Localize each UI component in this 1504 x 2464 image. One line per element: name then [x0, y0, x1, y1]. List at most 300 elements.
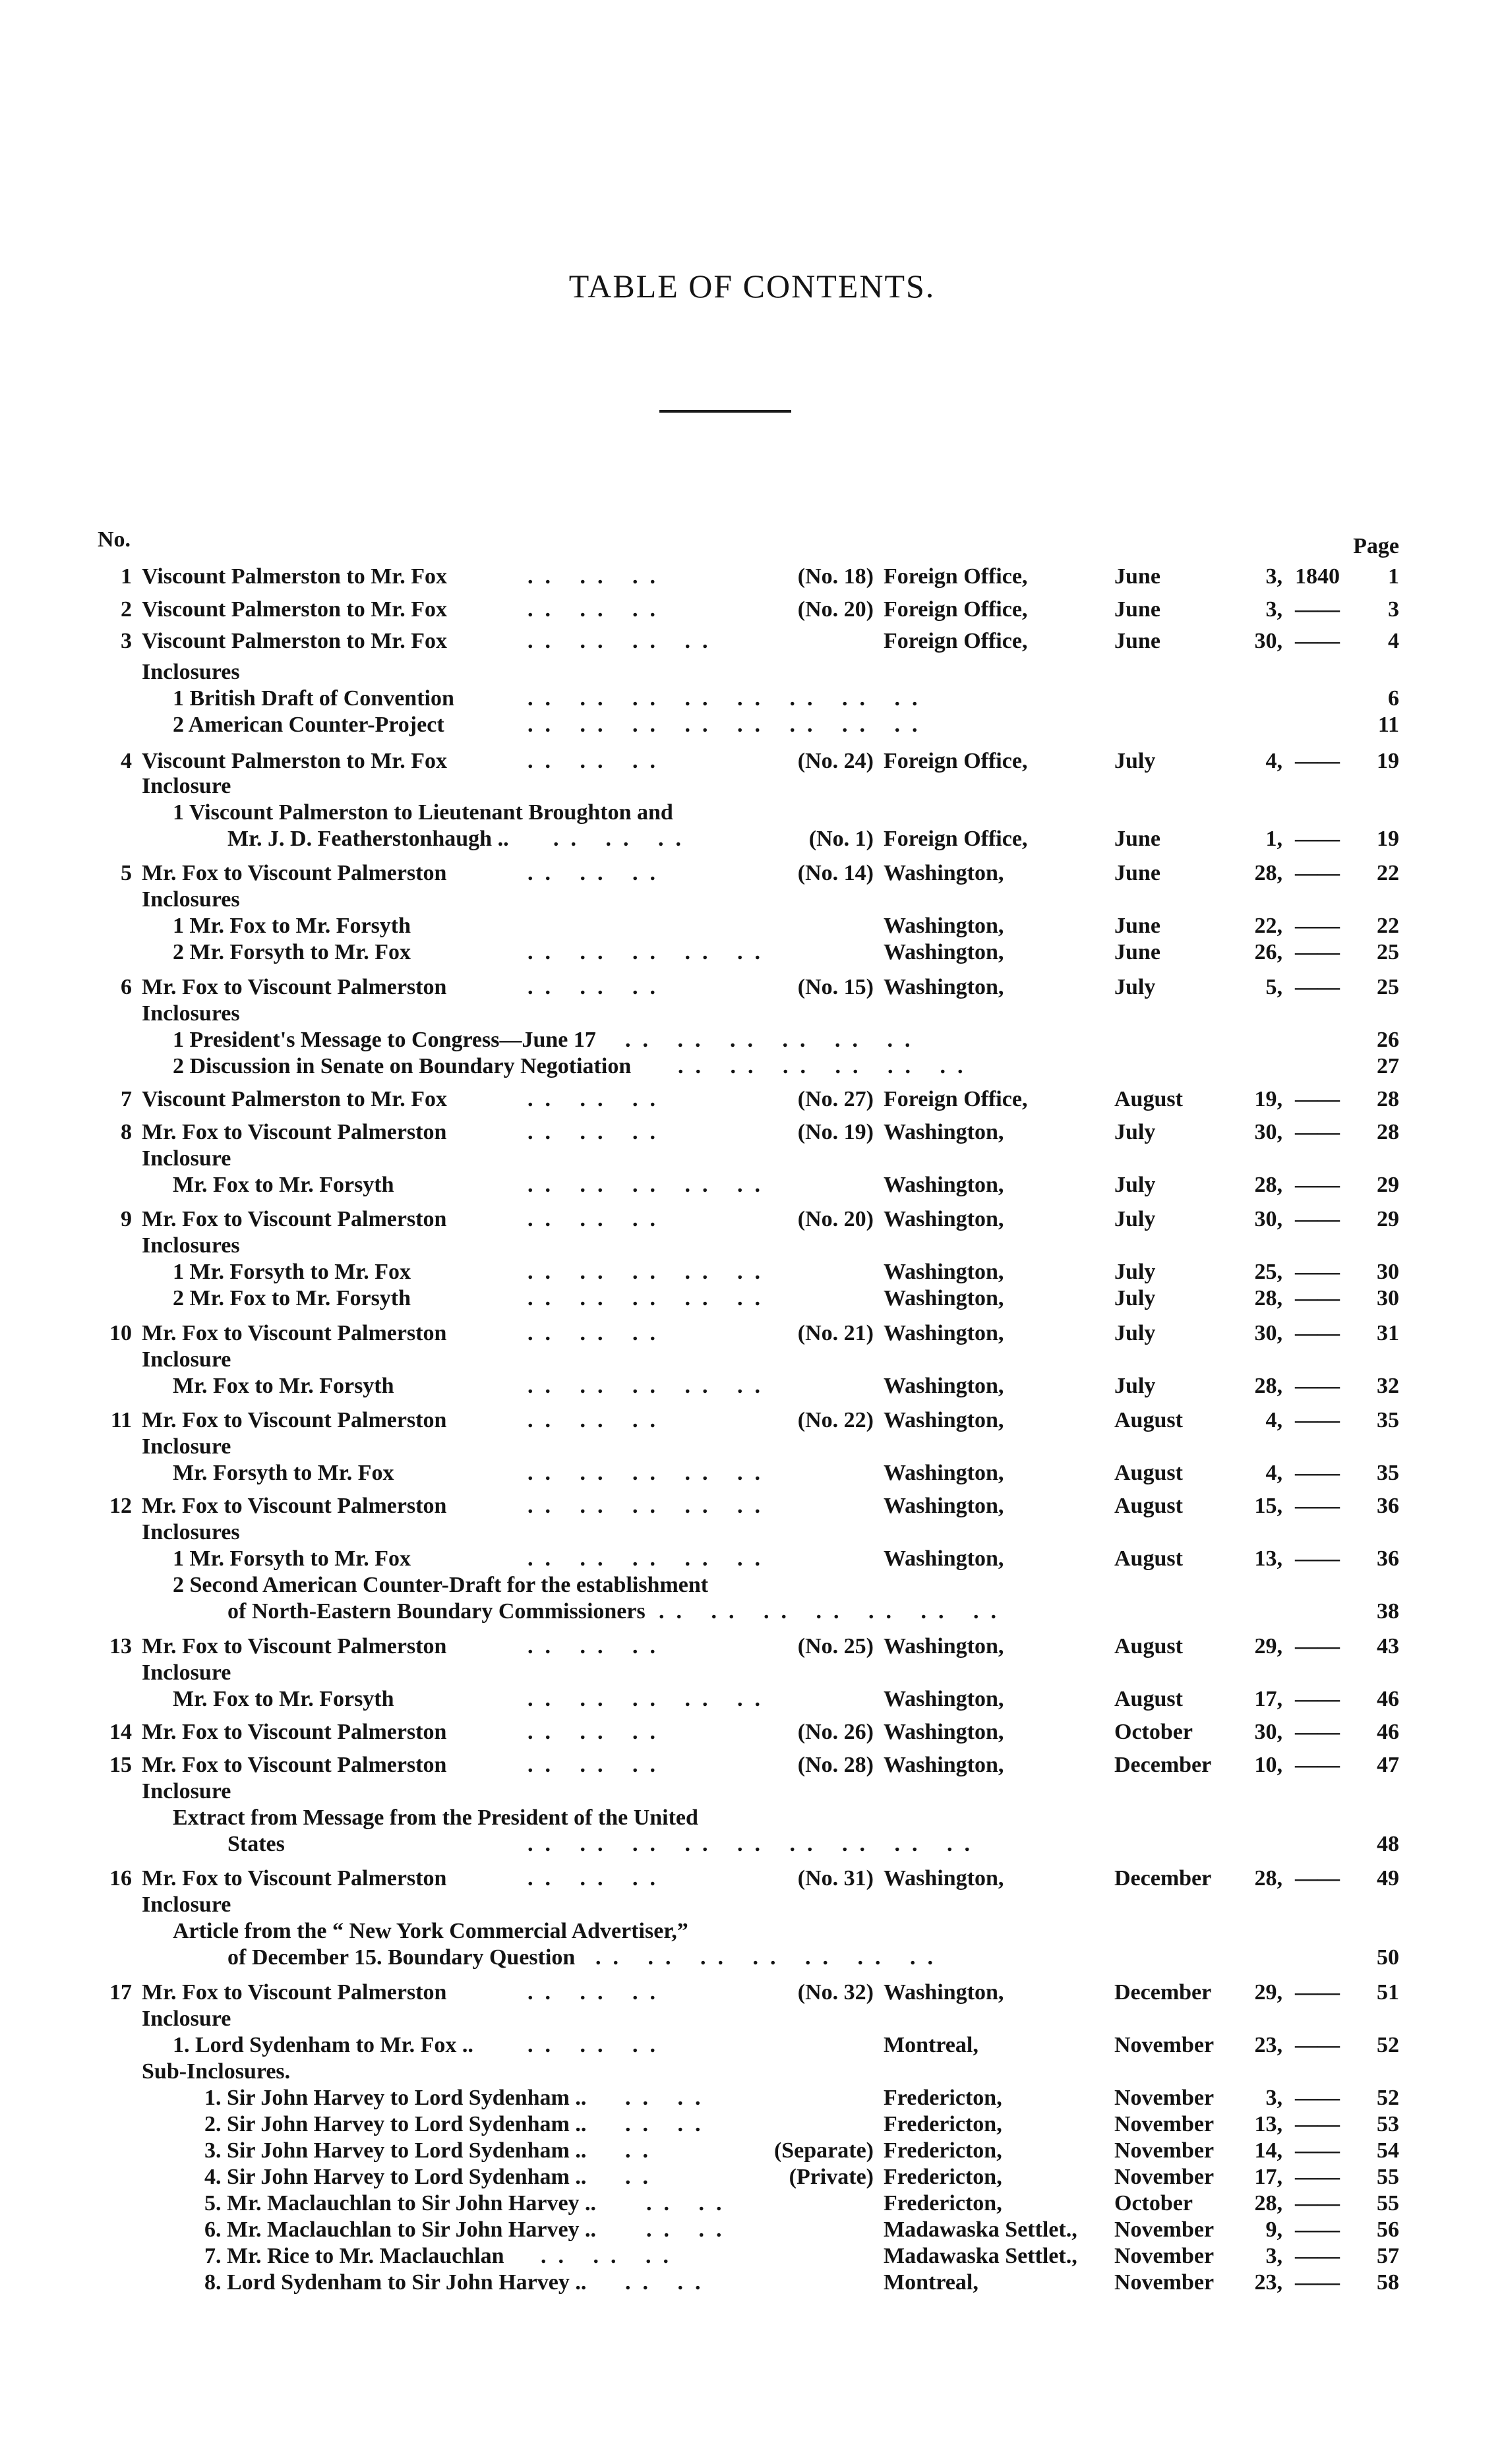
entry-day: 17, — [1254, 1687, 1282, 1711]
entry-day: 28, — [1254, 1866, 1282, 1891]
toc-row — [0, 1918, 1504, 1945]
entry-day: 30, — [1254, 1321, 1282, 1345]
entry-day: 30, — [1254, 629, 1282, 653]
entry-title: 3. Sir John Harvey to Lord Sydenham .. — [204, 2138, 587, 2163]
entry-place: Foreign Office, — [884, 629, 1028, 653]
leader-dots: .. .. — [646, 2217, 734, 2242]
toc-row — [0, 1519, 1504, 1546]
entry-month: June — [1114, 861, 1160, 885]
toc-row — [0, 1001, 1504, 1027]
entry-month: November — [1114, 2217, 1215, 2242]
toc-row — [0, 564, 1504, 590]
entry-number: 4 — [121, 749, 132, 773]
entry-place: Washington, — [884, 1173, 1004, 1197]
toc-row — [0, 1233, 1504, 1259]
entry-year: —— — [1295, 2138, 1340, 2163]
entry-title: Inclosures — [142, 1001, 240, 1026]
toc-row — [0, 1980, 1504, 2006]
toc-row — [0, 628, 1504, 655]
entry-title: Mr. Forsyth to Mr. Fox — [173, 1461, 394, 1485]
leader-dots: .. .. .. .. .. — [527, 940, 772, 964]
entry-place: Foreign Office, — [884, 564, 1028, 589]
entry-month: August — [1114, 1408, 1183, 1432]
entry-month: July — [1114, 975, 1156, 999]
entry-page: 36 — [1377, 1494, 1399, 1518]
entry-month: December — [1114, 1980, 1212, 2005]
entry-number: 5 — [121, 861, 132, 885]
entry-title: Viscount Palmerston to Mr. Fox — [142, 1087, 448, 1111]
entry-title: Inclosure — [142, 1434, 231, 1459]
entry-place: Washington, — [884, 861, 1004, 885]
leader-dots: .. .. .. — [527, 1321, 667, 1345]
entry-year: —— — [1295, 597, 1340, 622]
entry-day: 30, — [1254, 1720, 1282, 1744]
toc-row — [0, 2032, 1504, 2059]
leader-dots: .. .. .. — [527, 1207, 667, 1231]
entry-year: —— — [1295, 1494, 1340, 1518]
entry-month: July — [1114, 1374, 1156, 1398]
entry-number: 16 — [109, 1866, 132, 1891]
entry-number: 6 — [121, 975, 132, 999]
entry-year: —— — [1295, 1980, 1340, 2005]
entry-year: —— — [1295, 975, 1340, 999]
toc-row — [0, 939, 1504, 966]
entry-title: 2 American Counter-Project — [173, 713, 444, 737]
entry-day: 30, — [1254, 1207, 1282, 1231]
entry-number: 1 — [121, 564, 132, 589]
entry-place: Fredericton, — [884, 2112, 1002, 2136]
entry-title: Mr. Fox to Viscount Palmerston — [142, 1494, 447, 1518]
toc-row — [0, 2085, 1504, 2111]
entry-title: Mr. Fox to Viscount Palmerston — [142, 1720, 447, 1744]
despatch-number: (No. 15) — [797, 975, 874, 999]
entry-title: Viscount Palmerston to Mr. Fox — [142, 629, 448, 653]
leader-dots: .. .. .. .. .. — [527, 1461, 772, 1485]
entry-year: —— — [1295, 1866, 1340, 1891]
toc-row — [0, 1831, 1504, 1858]
entry-title: 5. Mr. Maclauchlan to Sir John Harvey .. — [204, 2191, 597, 2215]
entry-page: 51 — [1377, 1980, 1399, 2005]
entry-place: Washington, — [884, 1687, 1004, 1711]
toc-row — [0, 1660, 1504, 1686]
entry-number: 10 — [109, 1321, 132, 1345]
entry-place: Foreign Office, — [884, 749, 1028, 773]
entry-page: 58 — [1377, 2270, 1399, 2295]
despatch-number: (No. 22) — [797, 1408, 874, 1432]
entry-month: November — [1114, 2244, 1215, 2268]
toc-row — [0, 2006, 1504, 2032]
entry-year: —— — [1295, 1546, 1340, 1571]
entry-title: Inclosures — [142, 660, 240, 684]
entry-day: 30, — [1254, 1120, 1282, 1144]
leader-dots: .. .. .. .. .. .. .. .. — [527, 686, 930, 711]
entry-page: 53 — [1377, 2112, 1399, 2136]
entry-year: 1840 — [1295, 564, 1340, 589]
entry-month: June — [1114, 827, 1160, 851]
entry-place: Washington, — [884, 1980, 1004, 2005]
entry-title: Inclosure — [142, 1779, 231, 1804]
entry-page: 31 — [1377, 1321, 1399, 1345]
page-title: TABLE OF CONTENTS. — [568, 268, 936, 305]
toc-row — [0, 2059, 1504, 2085]
entry-year: —— — [1295, 2165, 1340, 2189]
entry-place: Washington, — [884, 1753, 1004, 1777]
toc-row — [0, 1572, 1504, 1599]
despatch-number: (No. 18) — [797, 564, 874, 589]
entry-place: Washington, — [884, 1374, 1004, 1398]
entry-title: Viscount Palmerston to Mr. Fox — [142, 564, 448, 589]
entry-place: Washington, — [884, 1408, 1004, 1432]
entry-page: 35 — [1377, 1461, 1399, 1485]
toc-row — [0, 1599, 1504, 1625]
despatch-number: (No. 25) — [797, 1634, 874, 1658]
toc-row — [0, 1719, 1504, 1745]
entry-page: 50 — [1377, 1945, 1399, 1970]
entry-place: Washington, — [884, 1546, 1004, 1571]
toc-row — [0, 1892, 1504, 1918]
toc-row — [0, 1086, 1504, 1113]
entry-page: 52 — [1377, 2086, 1399, 2110]
entry-year: —— — [1295, 1173, 1340, 1197]
leader-dots: .. .. .. — [527, 1120, 667, 1144]
entry-title: Inclosure — [142, 1146, 231, 1171]
toc-row — [0, 1259, 1504, 1285]
leader-dots: .. .. .. .. .. — [527, 1173, 772, 1197]
entry-month: August — [1114, 1461, 1183, 1485]
entry-year: —— — [1295, 827, 1340, 851]
toc-row — [0, 2270, 1504, 2296]
entry-number: 12 — [109, 1494, 132, 1518]
entry-title: Inclosure — [142, 1347, 231, 1372]
title-rule — [659, 410, 791, 413]
entry-page: 47 — [1377, 1753, 1399, 1777]
entry-page: 28 — [1377, 1087, 1399, 1111]
entry-title: Inclosure — [142, 774, 231, 798]
entry-place: Washington, — [884, 1286, 1004, 1310]
entry-page: 19 — [1377, 827, 1399, 851]
entry-title: 2 Second American Counter-Draft for the establishment — [173, 1573, 709, 1597]
toc-row — [0, 1053, 1504, 1080]
entry-page: 30 — [1377, 1286, 1399, 1310]
entry-month: June — [1114, 597, 1160, 622]
toc-row — [0, 1633, 1504, 1660]
entry-day: 1, — [1265, 827, 1282, 851]
entry-place: Madawaska Settlet., — [884, 2244, 1077, 2268]
toc-row — [0, 2111, 1504, 2138]
entry-place: Washington, — [884, 1634, 1004, 1658]
leader-dots: .. .. .. — [527, 564, 667, 589]
leader-dots: .. .. .. .. .. — [527, 1374, 772, 1398]
entry-page: 19 — [1377, 749, 1399, 773]
leader-dots: .. .. .. .. .. .. .. — [595, 1945, 945, 1970]
entry-title: Mr. Fox to Viscount Palmerston — [142, 861, 447, 885]
toc-row — [0, 597, 1504, 623]
entry-month: November — [1114, 2138, 1215, 2163]
leader-dots: .. .. — [625, 2086, 713, 2110]
toc-row — [0, 2217, 1504, 2243]
entry-title: 1 British Draft of Convention — [173, 686, 454, 711]
entry-place: Fredericton, — [884, 2165, 1002, 2189]
entry-title: Mr. Fox to Viscount Palmerston — [142, 1408, 447, 1432]
toc-row — [0, 913, 1504, 939]
column-header-no: No. — [98, 527, 131, 552]
column-header-page: Page — [1353, 534, 1399, 558]
leader-dots: .. .. .. .. .. .. — [678, 1054, 975, 1078]
entry-month: August — [1114, 1546, 1183, 1571]
entry-month: June — [1114, 914, 1160, 938]
entry-month: July — [1114, 749, 1156, 773]
entry-day: 22, — [1254, 914, 1282, 938]
leader-dots: .. .. — [646, 2191, 734, 2215]
entry-number: 8 — [121, 1120, 132, 1144]
entry-page: 22 — [1377, 861, 1399, 885]
leader-dots: .. .. .. — [527, 861, 667, 885]
entry-day: 26, — [1254, 940, 1282, 964]
leader-dots: .. .. .. .. .. .. .. — [659, 1599, 1008, 1624]
entry-year: —— — [1295, 1260, 1340, 1284]
entry-day: 28, — [1254, 1173, 1282, 1197]
entry-title: 2 Mr. Forsyth to Mr. Fox — [173, 940, 411, 964]
entry-month: June — [1114, 564, 1160, 589]
toc-row — [0, 1172, 1504, 1198]
despatch-number: (No. 20) — [797, 597, 874, 622]
entry-page: 29 — [1377, 1173, 1399, 1197]
entry-year: —— — [1295, 1321, 1340, 1345]
despatch-number: (No. 1) — [808, 827, 874, 851]
entry-title: 1 Mr. Forsyth to Mr. Fox — [173, 1260, 411, 1284]
entry-page: 54 — [1377, 2138, 1399, 2163]
entry-place: Washington, — [884, 975, 1004, 999]
entry-page: 26 — [1377, 1028, 1399, 1052]
entry-place: Washington, — [884, 1260, 1004, 1284]
toc-row — [0, 826, 1504, 852]
entry-year: —— — [1295, 2086, 1340, 2110]
entry-number: 3 — [121, 629, 132, 653]
entry-place: Fredericton, — [884, 2191, 1002, 2215]
entry-number: 9 — [121, 1207, 132, 1231]
entry-title: 1 Viscount Palmerston to Lieutenant Broughton and — [173, 800, 673, 825]
leader-dots: .. .. — [625, 2270, 713, 2295]
leader-dots: .. .. .. — [527, 1720, 667, 1744]
entry-month: July — [1114, 1173, 1156, 1197]
entry-place: Washington, — [884, 1720, 1004, 1744]
entry-page: 56 — [1377, 2217, 1399, 2242]
entry-title: Mr. J. D. Featherstonhaugh .. — [227, 827, 509, 851]
toc-row — [0, 1373, 1504, 1399]
entry-page: 22 — [1377, 914, 1399, 938]
entry-page: 25 — [1377, 940, 1399, 964]
entry-place: Washington, — [884, 914, 1004, 938]
entry-year: —— — [1295, 629, 1340, 653]
toc-row — [0, 1752, 1504, 1778]
entry-title: Mr. Fox to Viscount Palmerston — [142, 1120, 447, 1144]
entry-title: Mr. Fox to Viscount Palmerston — [142, 975, 447, 999]
entry-month: November — [1114, 2165, 1215, 2189]
entry-number: 15 — [109, 1753, 132, 1777]
entry-place: Washington, — [884, 1120, 1004, 1144]
despatch-number: (Private) — [789, 2165, 874, 2189]
entry-day: 15, — [1254, 1494, 1282, 1518]
entry-number: 14 — [109, 1720, 132, 1744]
entry-year: —— — [1295, 2191, 1340, 2215]
leader-dots: .. .. .. .. .. — [527, 1494, 772, 1518]
entry-year: —— — [1295, 1120, 1340, 1144]
entry-title: of December 15. Boundary Question — [227, 1945, 576, 1970]
despatch-number: (No. 19) — [797, 1120, 874, 1144]
entry-title: Extract from Message from the President of the United — [173, 1805, 698, 1830]
entry-day: 4, — [1265, 1408, 1282, 1432]
leader-dots: .. .. .. .. .. .. .. .. — [527, 713, 930, 737]
entry-title: 4. Sir John Harvey to Lord Sydenham .. — [204, 2165, 587, 2189]
entry-day: 5, — [1265, 975, 1282, 999]
entry-year: —— — [1295, 1687, 1340, 1711]
entry-page: 48 — [1377, 1832, 1399, 1856]
entry-page: 36 — [1377, 1546, 1399, 1571]
entry-title: Inclosures — [142, 887, 240, 912]
entry-year: —— — [1295, 1720, 1340, 1744]
entry-title: 7. Mr. Rice to Mr. Maclauchlan — [204, 2244, 504, 2268]
entry-year: —— — [1295, 2033, 1340, 2057]
leader-dots: .. .. .. .. .. — [527, 1546, 772, 1571]
entry-place: Foreign Office, — [884, 1087, 1028, 1111]
leader-dots: .. .. .. — [527, 1980, 667, 2005]
entry-day: 17, — [1254, 2165, 1282, 2189]
entry-day: 28, — [1254, 1286, 1282, 1310]
entry-page: 49 — [1377, 1866, 1399, 1891]
entry-page: 3 — [1388, 597, 1399, 622]
entry-year: —— — [1295, 2244, 1340, 2268]
toc-row — [0, 2164, 1504, 2190]
entry-page: 27 — [1377, 1054, 1399, 1078]
entry-month: July — [1114, 1260, 1156, 1284]
entry-number: 13 — [109, 1634, 132, 1658]
entry-day: 9, — [1265, 2217, 1282, 2242]
toc-row — [0, 773, 1504, 800]
entry-day: 19, — [1254, 1087, 1282, 1111]
entry-place: Washington, — [884, 1321, 1004, 1345]
leader-dots: .. .. .. .. .. .. — [625, 1028, 922, 1052]
entry-title: Inclosures — [142, 1520, 240, 1544]
leader-dots: .. .. .. .. .. .. .. .. .. — [527, 1832, 982, 1856]
entry-title: Mr. Fox to Viscount Palmerston — [142, 1866, 447, 1891]
entry-month: August — [1114, 1634, 1183, 1658]
entry-year: —— — [1295, 1374, 1340, 1398]
toc-row — [0, 887, 1504, 913]
leader-dots: .. .. .. — [527, 1087, 667, 1111]
entry-page: 55 — [1377, 2165, 1399, 2189]
entry-page: 55 — [1377, 2191, 1399, 2215]
leader-dots: .. .. .. .. .. — [527, 1286, 772, 1310]
entry-page: 1 — [1388, 564, 1399, 589]
entry-day: 28, — [1254, 861, 1282, 885]
toc-row — [0, 2243, 1504, 2270]
entry-place: Fredericton, — [884, 2138, 1002, 2163]
entry-page: 28 — [1377, 1120, 1399, 1144]
entry-year: —— — [1295, 914, 1340, 938]
entry-month: December — [1114, 1753, 1212, 1777]
toc-row — [0, 1865, 1504, 1892]
entry-page: 32 — [1377, 1374, 1399, 1398]
toc-row — [0, 1347, 1504, 1373]
despatch-number: (No. 20) — [797, 1207, 874, 1231]
toc-row — [0, 1686, 1504, 1713]
entry-year: —— — [1295, 861, 1340, 885]
entry-place: Washington, — [884, 1866, 1004, 1891]
entry-day: 23, — [1254, 2033, 1282, 2057]
leader-dots: .. .. .. — [527, 597, 667, 622]
toc-row — [0, 2190, 1504, 2217]
leader-dots: .. .. .. — [527, 2033, 667, 2057]
despatch-number: (Separate) — [773, 2138, 874, 2163]
entry-month: August — [1114, 1687, 1183, 1711]
entry-year: —— — [1295, 1634, 1340, 1658]
entry-year: —— — [1295, 2217, 1340, 2242]
entry-title: Viscount Palmerston to Mr. Fox — [142, 597, 448, 622]
entry-title: Article from the “ New York Commercial Advertiser,” — [173, 1919, 688, 1943]
entry-year: —— — [1295, 1207, 1340, 1231]
entry-title: States — [227, 1832, 285, 1856]
entry-title: Mr. Fox to Mr. Forsyth — [173, 1374, 394, 1398]
entry-number: 17 — [109, 1980, 132, 2005]
despatch-number: (No. 26) — [797, 1720, 874, 1744]
entry-month: October — [1114, 1720, 1193, 1744]
entry-title: Mr. Fox to Viscount Palmerston — [142, 1980, 447, 2005]
entry-title: 1. Sir John Harvey to Lord Sydenham .. — [204, 2086, 587, 2110]
entry-number: 11 — [110, 1408, 132, 1432]
entry-month: July — [1114, 1207, 1156, 1231]
entry-day: 10, — [1254, 1753, 1282, 1777]
despatch-number: (No. 32) — [797, 1980, 874, 2005]
entry-page: 35 — [1377, 1408, 1399, 1432]
entry-place: Washington, — [884, 1461, 1004, 1485]
entry-place: Foreign Office, — [884, 597, 1028, 622]
leader-dots: .. .. .. — [527, 1753, 667, 1777]
entry-month: August — [1114, 1087, 1183, 1111]
entry-title: Mr. Fox to Viscount Palmerston — [142, 1753, 447, 1777]
entry-page: 25 — [1377, 975, 1399, 999]
entry-title: Inclosure — [142, 1660, 231, 1685]
entry-day: 25, — [1254, 1260, 1282, 1284]
entry-page: 46 — [1377, 1687, 1399, 1711]
leader-dots: .. .. .. .. .. — [527, 1687, 772, 1711]
entry-place: Madawaska Settlet., — [884, 2217, 1077, 2242]
entry-day: 29, — [1254, 1980, 1282, 2005]
entry-month: June — [1114, 940, 1160, 964]
toc-row — [0, 1493, 1504, 1519]
despatch-number: (No. 14) — [797, 861, 874, 885]
entry-day: 29, — [1254, 1634, 1282, 1658]
toc-row — [0, 1546, 1504, 1572]
entry-title: 1 President's Message to Congress—June 17 — [173, 1028, 596, 1052]
leader-dots: .. — [625, 2165, 660, 2189]
entry-title: Sub-Inclosures. — [142, 2059, 291, 2084]
entry-title: Mr. Fox to Viscount Palmerston — [142, 1321, 447, 1345]
entry-year: —— — [1295, 1461, 1340, 1485]
toc-row — [0, 748, 1504, 775]
leader-dots: .. .. .. — [541, 2244, 680, 2268]
entry-title: 2 Discussion in Senate on Boundary Negotiation — [173, 1054, 632, 1078]
entry-title: 8. Lord Sydenham to Sir John Harvey .. — [204, 2270, 587, 2295]
entry-month: July — [1114, 1321, 1156, 1345]
toc-row — [0, 1320, 1504, 1347]
toc-row — [0, 2138, 1504, 2164]
entry-page: 30 — [1377, 1260, 1399, 1284]
entry-year: —— — [1295, 1286, 1340, 1310]
entry-day: 3, — [1265, 2244, 1282, 2268]
entry-place: Washington, — [884, 940, 1004, 964]
entry-page: 43 — [1377, 1634, 1399, 1658]
leader-dots: .. .. .. — [553, 827, 693, 851]
